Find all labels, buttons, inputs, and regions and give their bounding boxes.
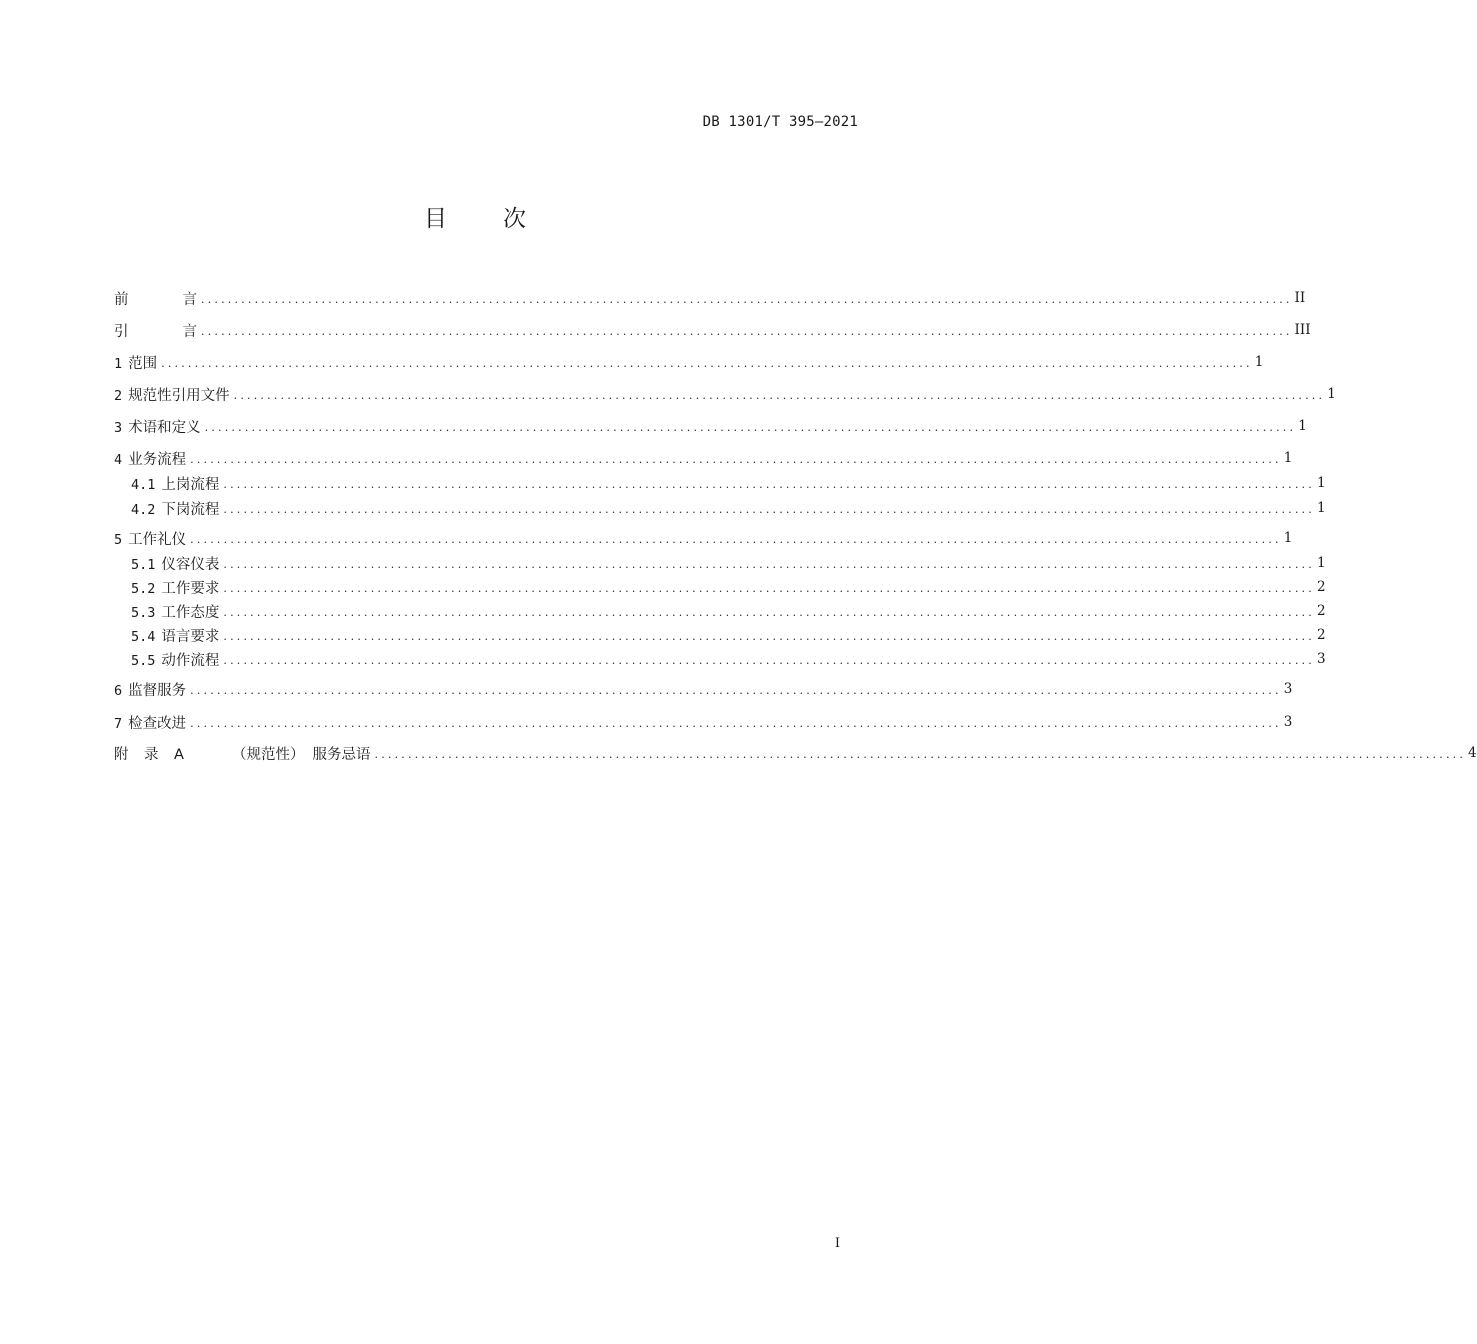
toc-entry-label: 仪容仪表 [161,556,220,573]
toc-entry-page: 1 [1316,555,1326,571]
toc-entry-page: 2 [1316,627,1326,643]
toc-entry-label: 前 [114,291,129,308]
toc-entry-page: 1 [1327,386,1336,402]
toc-entry-label: 业务流程 [128,451,187,468]
toc-leader-dots: ................................................................................................................................................................... [223,653,1315,667]
toc-entry-language-requirements[interactable] [131,623,1326,647]
toc-leader-dots: ................................................................................................................................................................... [161,356,1253,370]
toc-entry-number: 5.2 [131,580,156,597]
toc-entry-label: A [174,746,184,763]
toc-entry-label: （规范性） [232,746,305,763]
toc-entry-page: 1 [1254,354,1264,370]
page-number: I [834,1236,840,1251]
toc-leader-dots: ................................................................................................................................................................... [223,629,1315,643]
toc-entry-page: 1 [1283,450,1293,466]
toc-entry-label: 言 [182,291,197,308]
toc-entry-label: 言 [182,323,197,340]
toc-entry-label: 工作态度 [161,604,220,621]
toc-leader-dots: ................................................................................................................................................................... [223,502,1315,516]
toc-entry-onduty-process[interactable] [131,471,1326,495]
toc-title [0,200,950,233]
toc-entry-number: 4.1 [131,476,156,493]
toc-leader-dots: ................................................................................................................................................................... [374,747,1467,761]
toc-leader-dots: ................................................................................................................................................................... [190,532,1282,546]
toc-entry-page: 1 [1283,530,1293,546]
toc-leader-dots: ................................................................................................................................................................... [223,605,1315,619]
toc-leader-dots: ................................................................................................................................................................... [201,292,1293,306]
toc-entry-page: 3 [1283,714,1293,730]
toc-title-char-2: 次 [503,206,526,232]
toc-entry-number: 1 [114,355,123,372]
document-code: DB 1301/T 395—2021 [702,114,858,130]
toc-entry-label: 范围 [128,355,158,372]
toc-entry-page: III [1294,322,1311,338]
toc-leader-dots: ................................................................................................................................................................... [190,452,1282,466]
toc-entry-page: 3 [1316,651,1326,667]
toc-entry-page: 2 [1316,579,1326,595]
toc-entry-label: 检查改进 [128,715,187,732]
toc-entry-terms-definitions[interactable] [114,414,1307,438]
toc-leader-dots: ................................................................................................................................................................... [190,716,1282,730]
toc-entry-work-requirements[interactable] [131,575,1326,599]
toc-entry-scope[interactable] [114,350,1264,374]
toc-entry-page: 1 [1298,418,1307,434]
toc-entry-number: 6 [114,682,123,699]
toc-entry-page: 2 [1316,603,1326,619]
toc-entry-supervision-service[interactable] [114,677,1293,701]
toc-entry-label: 规范性引用文件 [128,387,230,404]
toc-entry-page: II [1294,290,1306,306]
toc-entry-label: 语言要求 [161,628,220,645]
toc-entry-page: 1 [1316,500,1326,516]
toc-entry-work-etiquette[interactable] [114,526,1293,550]
toc-entry-label: 下岗流程 [161,501,220,518]
toc-entry-number: 4.2 [131,501,156,518]
toc-entry-number: 5.5 [131,652,156,669]
toc-entry-label: 录 [144,746,159,763]
toc-leader-dots: ................................................................................................................................................................... [204,420,1297,434]
toc-entry-work-attitude[interactable] [131,599,1326,623]
toc-leader-dots: ................................................................................................................................................................... [223,557,1315,571]
toc-entry-action-process[interactable] [131,647,1326,671]
toc-leader-dots: ................................................................................................................................................................... [233,388,1326,402]
toc-leader-dots: ................................................................................................................................................................... [190,683,1282,697]
toc-entry-number: 2 [114,387,123,404]
toc-entry-number: 4 [114,451,123,468]
toc-entry-label: 附 [114,746,129,763]
toc-entry-page: 4 [1468,745,1477,761]
toc-entry-label: 术语和定义 [128,419,201,436]
toc-leader-dots: ................................................................................................................................................................... [223,581,1315,595]
toc-entry-number: 5.1 [131,556,156,573]
toc-entry-label: 工作要求 [161,580,220,597]
toc-entry-label: 引 [114,323,129,340]
toc-entry-offduty-process[interactable] [131,496,1326,520]
toc-entry-number: 7 [114,715,123,732]
toc-entry-label: 工作礼仪 [128,531,187,548]
toc-entry-appendix-a[interactable] [114,741,1477,765]
toc-entry-label: 服务忌语 [312,746,371,763]
toc-entry-normative-references[interactable] [114,382,1336,406]
toc-entry-inspection-improvement[interactable] [114,710,1293,734]
toc-leader-dots: ................................................................................................................................................................... [223,477,1315,491]
toc-entry-business-process[interactable] [114,446,1293,470]
toc-entry-page: 3 [1283,681,1293,697]
toc-entry-number: 5.4 [131,628,156,645]
toc-entry-number: 3 [114,419,123,436]
toc-entry-number: 5 [114,531,123,548]
toc-title-char-1: 目 [424,206,447,232]
toc-entry-label: 动作流程 [161,652,220,669]
toc-leader-dots: ................................................................................................................................................................... [201,324,1293,338]
toc-entry-appearance[interactable] [131,551,1326,575]
toc-entry-label: 监督服务 [128,682,187,699]
toc-entry-introduction[interactable] [114,318,1311,342]
toc-entry-page: 1 [1316,475,1326,491]
toc-entry-number: 5.3 [131,604,156,621]
toc-entry-label: 上岗流程 [161,476,220,493]
toc-entry-foreword[interactable] [114,286,1306,310]
